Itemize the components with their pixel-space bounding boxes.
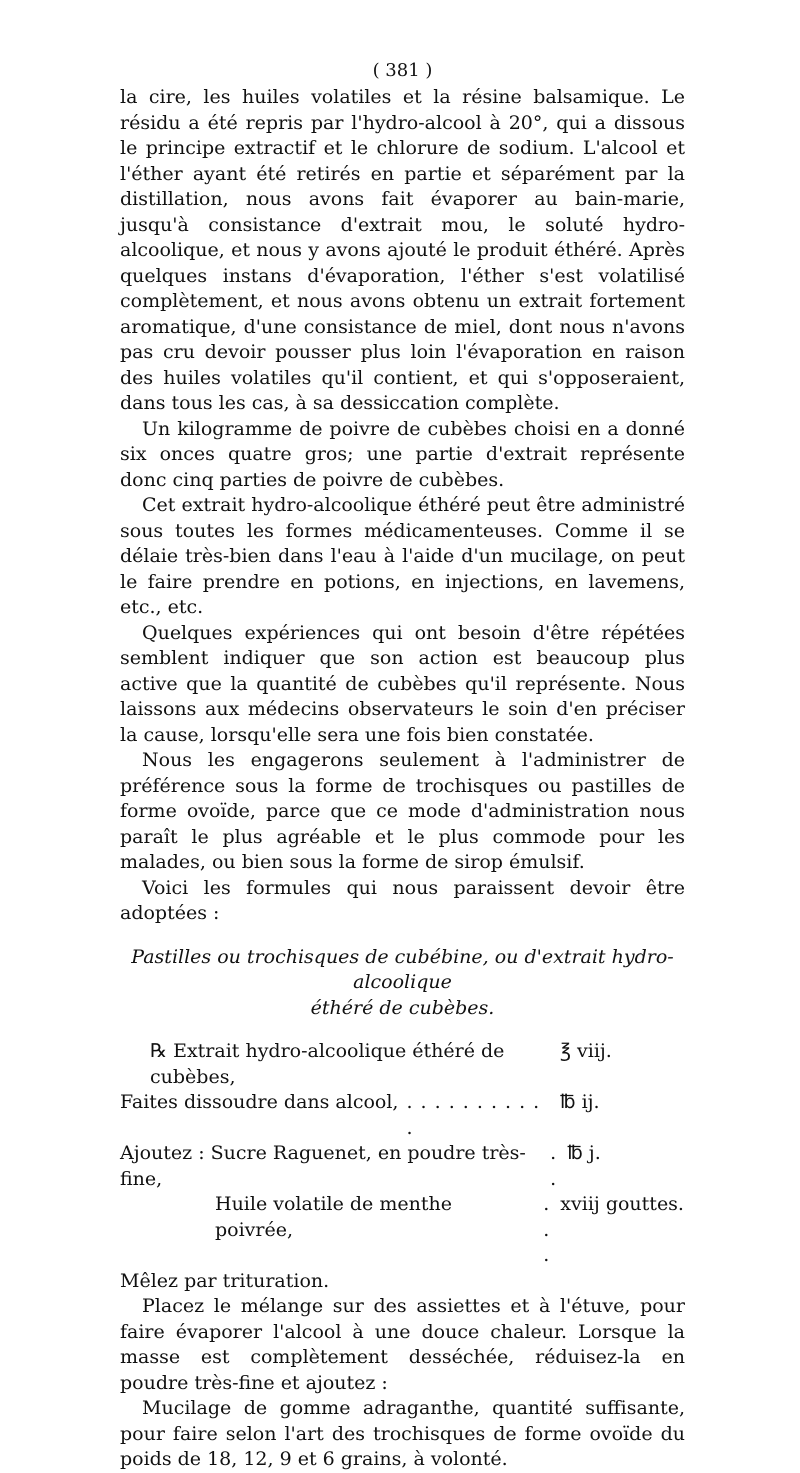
paragraph: Cet extrait hydro-alcoolique éthéré peut être administré sous toutes les formes médicamenteuses. Comme il se délaie très-bien dans l'eau à l'aide d'un mucilage, on peut le faire prendre en potions, en injections, en lavemens, etc., etc. (120, 494, 685, 618)
leader-dots: . . . (543, 1193, 551, 1266)
heading-line: Pastilles ou trochisques de cubébine, ou d'extrait hydro-alcoolique (131, 945, 674, 993)
section-heading (120, 945, 685, 1022)
paragraph: Voici les formules qui nous paraissent devoir être adoptées : (120, 876, 685, 924)
paragraph: Quelques expériences qui ont besoin d'être répétées semblent indiquer que son action est beaucoup plus active que la quantité de cubèbes qu'il représente. Nous laissons aux médecins observateurs le soin d'en préciser la cause, lorsqu'elle sera une fois bien constatée. (120, 621, 685, 746)
formula-quantity: ℥ viij. (560, 1040, 612, 1062)
formula-row (120, 1141, 685, 1192)
document-page (120, 60, 685, 1473)
paragraph: la cire, les huiles volatiles et la résine balsamique. Le résidu a été repris par l'hydro-alcool à 20°, qui a dissous le principe extractif et le chlorure de sodium. L'alcool et l'éther ayant été retirés en partie et séparément par la distillation, nous avons fait évaporer au bain-marie, jusqu'à consistance d'extrait mou, le soluté hydro-alcoolique, et nous y avons ajouté le produit éthéré. Après quelques instans d'évaporation, l'éther s'est volatilisé complètement, et nous avons obtenu un extrait fortement aromatique, d'une consistance de miel, dont nous n'avons pas cru devoir pousser plus loin l'évaporation en raison des huiles volatiles qu'il contient, et qui s'opposeraient, dans tous les cas, à sa dessiccation complète. (120, 86, 685, 414)
formula-row (120, 1192, 685, 1269)
paragraph: Un kilogramme de poivre de cubèbes choisi en a donné six onces quatre gros; une partie d'extrait représente donc cinq parties de poivre de cubèbes. (120, 417, 685, 491)
formula-row (120, 1090, 685, 1141)
page-number: ( 381 ) (372, 60, 433, 81)
paragraph: Mucilage de gomme adraganthe, quantité suffisante, pour faire selon l'art des trochisques de forme ovoïde du poids de 18, 12, 9 et 6 grains, à volonté. (120, 1397, 685, 1470)
paragraph: Placez le mélange sur des assiettes et à l'étuve, pour faire évaporer l'alcool à une douce chaleur. Lorsque la masse est complètement desséchée, réduisez-la en poudre très-fine et ajoutez : (120, 1295, 685, 1394)
formula-row (120, 1039, 685, 1090)
formula-quantity: xviij gouttes. (560, 1193, 684, 1215)
formula (120, 1039, 685, 1294)
formula-row (120, 1269, 685, 1295)
formula-label: ℞ Extrait hydro-alcoolique éthéré de cubèbes, (150, 1040, 505, 1088)
formula-label: Huile volatile de menthe poivrée, (215, 1193, 452, 1241)
paragraph: Nous les engagerons seulement à l'administrer de préférence sous la forme de trochisques ou pastilles de forme ovoïde, parce que ce mode d'administration nous paraît le plus agréable et le plus commode pour les malades, ou bien sous la forme de sirop émulsif. (120, 749, 685, 873)
heading-line: éthéré de cubèbes. (310, 996, 495, 1019)
formula-label: Ajoutez : Sucre Raguenet, en poudre très-fine, (120, 1142, 526, 1190)
formula-quantity: ℔ ij. (560, 1091, 600, 1113)
leader-dots: . . (550, 1142, 558, 1190)
formula-label: Faites dissoudre dans alcool, (120, 1091, 399, 1113)
formula-label: Mêlez par trituration. (120, 1269, 330, 1292)
leader-dots: . . . . . . . . . . . (406, 1091, 541, 1139)
formula-quantity: ℔ j. (567, 1142, 601, 1164)
